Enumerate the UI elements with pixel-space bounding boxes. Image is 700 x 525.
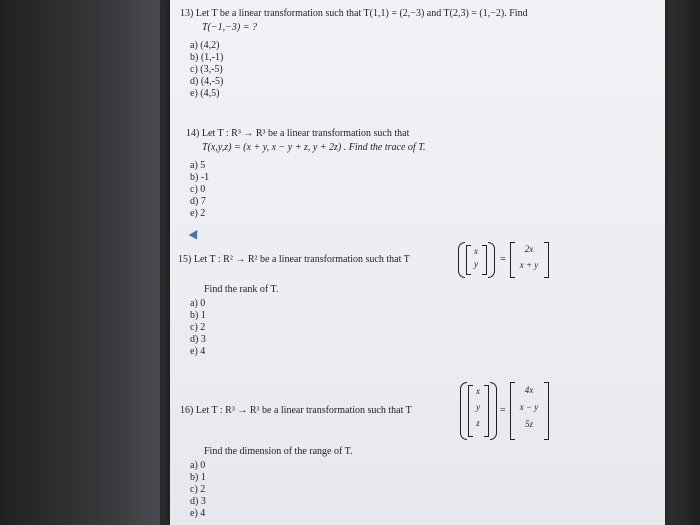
- q16-output-row3: 5z: [524, 419, 533, 429]
- q13-option-a: a) (4,2): [190, 40, 220, 51]
- q16-option-e: e) 4: [190, 508, 206, 519]
- q15-option-b: b) 1: [190, 310, 206, 321]
- q15-input-y: y: [474, 259, 478, 269]
- document-page: [170, 0, 665, 525]
- q14-option-a: a) 5: [190, 160, 206, 171]
- q15-output-row1: 2x: [524, 244, 534, 254]
- q13-stem-line2: T(−1,−3) = ?: [202, 22, 257, 33]
- q15-question: Find the rank of T.: [204, 284, 279, 295]
- q13-option-c: c) (3,-5): [190, 64, 223, 75]
- q16-option-b: b) 1: [190, 472, 206, 483]
- q14-option-d: d) 7: [190, 196, 206, 207]
- q15-option-e: e) 4: [190, 346, 206, 357]
- q13-option-b: b) (1,-1): [190, 52, 224, 63]
- q15-stem: 15) Let T : R² → R² be a linear transformation such that T: [178, 254, 410, 265]
- q15-right-paren: [488, 242, 495, 278]
- q16-input-y: y: [476, 402, 480, 412]
- q13-option-e: e) (4,5): [190, 88, 220, 99]
- q14-option-c: c) 0: [190, 184, 206, 195]
- q16-option-a: a) 0: [190, 460, 206, 471]
- q16-output-row2: x − y: [519, 402, 539, 412]
- q16-question: Find the dimension of the range of T.: [204, 446, 353, 457]
- q15-option-c: c) 2: [190, 322, 206, 333]
- q16-input-z: z: [476, 418, 480, 428]
- q16-stem: 16) Let T : R³ → R³ be a linear transformation such that T: [180, 405, 412, 416]
- q15-option-a: a) 0: [190, 298, 206, 309]
- q16-input-bracket-right: [484, 385, 489, 437]
- q16-output-row1: 4x: [524, 385, 534, 395]
- q13-option-d: d) (4,-5): [190, 76, 224, 87]
- q14-stem-line2: T(x,y,z) = (x + y, x − y + z, y + 2z) . Find the trace of T.: [202, 142, 426, 153]
- q15-output-bracket-right: [544, 242, 549, 278]
- q13-stem-line1: 13) Let T be a linear transformation such that T(1,1) = (2,−3) and T(2,3) = (1,−2). Find: [180, 8, 528, 19]
- q14-option-e: e) 2: [190, 208, 206, 219]
- q14-option-b: b) -1: [190, 172, 210, 183]
- q16-input-x: x: [476, 386, 480, 396]
- q15-input-bracket-right: [482, 245, 487, 275]
- q15-output-row2: x + y: [519, 260, 539, 270]
- q16-option-d: d) 3: [190, 496, 206, 507]
- q15-option-d: d) 3: [190, 334, 206, 345]
- q16-option-c: c) 2: [190, 484, 206, 495]
- q15-equals: =: [500, 254, 506, 265]
- q16-right-paren: [490, 382, 497, 440]
- q15-left-paren: [458, 242, 465, 278]
- q16-left-paren: [460, 382, 467, 440]
- dark-left-frame: [0, 0, 160, 525]
- q15-input-x: x: [474, 246, 478, 256]
- q16-output-bracket-right: [544, 382, 549, 440]
- q16-equals: =: [500, 405, 506, 416]
- q14-stem-line1: 14) Let T : R³ → R³ be a linear transformation such that: [186, 128, 410, 139]
